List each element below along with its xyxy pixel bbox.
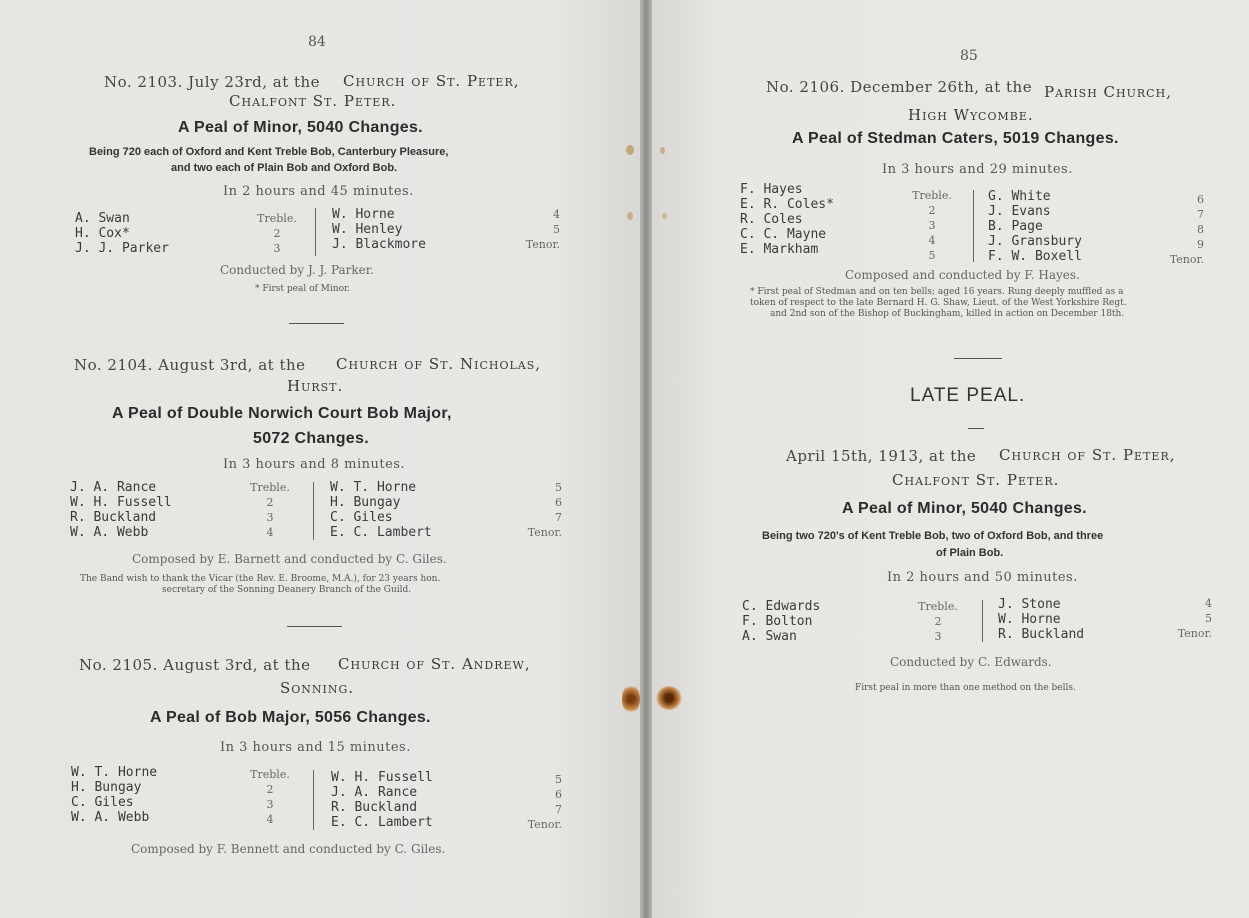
peal-title: A Peal of Double Norwich Court Bob Major,	[112, 405, 452, 422]
ringer-list: F. Hayes E. R. Coles* R. Coles C. C. Mayne E. Markham	[740, 182, 834, 257]
church-location: Sonning.	[280, 679, 355, 697]
heading-underline	[968, 428, 984, 429]
footnote: * First peal of Minor.	[255, 284, 351, 294]
page-number: 84	[308, 34, 326, 50]
church-location: Hurst.	[287, 377, 344, 395]
paper-stain	[627, 212, 633, 220]
column-divider	[982, 600, 983, 642]
paper-stain	[660, 147, 665, 154]
paper-stain	[656, 686, 682, 710]
right-page	[652, 0, 1249, 918]
peal-title: A Peal of Minor, 5040 Changes.	[178, 119, 423, 136]
section-divider	[287, 626, 342, 627]
paper-stain	[622, 684, 640, 714]
peal-duration: In 3 hours and 15 minutes.	[220, 740, 411, 755]
peal-title: 5072 Changes.	[253, 430, 369, 447]
church-name: Church of St. Peter,	[999, 446, 1176, 464]
church-location: High Wycombe.	[908, 106, 1034, 124]
ringer-list	[75, 211, 169, 256]
column-divider	[313, 770, 314, 830]
church-name: Church of St. Peter,	[343, 72, 520, 90]
church-location: Chalfont St. Peter.	[229, 92, 397, 110]
paper-stain	[626, 145, 634, 155]
peal-header: April 15th, 1913, at the	[786, 447, 977, 465]
section-divider	[289, 323, 344, 324]
peal-methods: and two each of Plain Bob and Oxford Bob.	[171, 162, 398, 174]
ringer-list: W. H. Fussell J. A. Rance R. Buckland E. C. Lambert	[331, 770, 433, 830]
peal-methods: of Plain Bob.	[936, 547, 1004, 559]
column-divider	[973, 190, 974, 262]
church-name: Church of St. Andrew,	[338, 655, 531, 673]
church-location: Chalfont St. Peter.	[892, 471, 1060, 489]
footnote: * First peal of Stedman and on ten bells; aged 16 years. Rung deeply muffled as a	[750, 287, 1124, 297]
conducted-by: Composed by E. Barnett and conducted by C. Giles.	[132, 552, 447, 566]
footnote: First peal in more than one method on the bells.	[855, 683, 1076, 693]
ringer-list: C. Edwards F. Bolton A. Swan	[742, 599, 821, 644]
footnote: The Band wish to thank the Vicar (the Rev. E. Broome, M.A.), for 23 years hon.	[80, 574, 441, 584]
church-name: Parish Church,	[1044, 83, 1172, 101]
peal-methods: Being two 720's of Kent Treble Bob, two of Oxford Bob, and three	[762, 530, 1104, 542]
conducted-by: Composed by F. Bennett and conducted by C. Giles.	[131, 842, 446, 856]
column-divider	[315, 208, 316, 256]
peal-methods: Being 720 each of Oxford and Kent Treble Bob, Canterbury Pleasure,	[89, 146, 449, 158]
peal-header: No. 2105. August 3rd, at the	[79, 656, 311, 674]
ringer: H. Cox*	[75, 226, 130, 241]
peal-title: A Peal of Minor, 5040 Changes.	[842, 500, 1087, 517]
ringer: A. Swan	[75, 211, 130, 226]
peal-duration: In 2 hours and 45 minutes.	[223, 184, 414, 199]
ringer-list: J. A. Rance W. H. Fussell R. Buckland W. A. Webb	[70, 480, 172, 540]
bell-list: 6 7 8 9 Tenor.	[1169, 193, 1204, 266]
bell-list: 5 6 7 Tenor.	[527, 481, 562, 539]
church-name: Church of St. Nicholas,	[336, 355, 542, 373]
section-divider	[954, 358, 1002, 359]
bell-list: Treble. 2 3	[257, 212, 297, 255]
ringer-list: W. T. Horne H. Bungay C. Giles W. A. Webb	[71, 765, 158, 825]
ringer-list: G. White J. Evans B. Page J. Gransbury F. W. Boxell	[988, 189, 1082, 264]
bell-list: Treble. 2 3	[918, 600, 958, 643]
peal-duration: In 3 hours and 8 minutes.	[223, 457, 406, 472]
peal-title: A Peal of Stedman Caters, 5019 Changes.	[792, 130, 1119, 147]
footnote: token of respect to the late Bernard H. G. Shaw, Lieut. of the West Yorkshire Regt.	[750, 298, 1127, 308]
bell-list: Treble. 2 3 4	[250, 768, 290, 826]
bell-list: 4 5 Tenor.	[525, 208, 560, 251]
peal-duration: In 3 hours and 29 minutes.	[882, 162, 1073, 177]
conducted-by: Conducted by C. Edwards.	[890, 655, 1052, 669]
bell-list: Treble. 2 3 4 5	[912, 189, 952, 262]
footnote: secretary of the Sonning Deanery Branch of the Guild.	[162, 585, 412, 595]
book-gutter	[640, 0, 652, 918]
conducted-by: Composed and conducted by F. Hayes.	[845, 268, 1080, 282]
peal-header: No. 2104. August 3rd, at the	[74, 356, 306, 374]
bell-list: 5 6 7 Tenor.	[527, 773, 562, 831]
bell-list: Treble. 2 3 4	[250, 481, 290, 539]
peal-duration: In 2 hours and 50 minutes.	[887, 570, 1078, 585]
ringer-list: J. Stone W. Horne R. Buckland	[998, 597, 1085, 642]
peal-header: No. 2103. July 23rd, at the	[104, 73, 321, 91]
conducted-by: Conducted by J. J. Parker.	[220, 263, 375, 277]
section-heading: LATE PEAL.	[910, 385, 1026, 406]
peal-title: A Peal of Bob Major, 5056 Changes.	[150, 709, 431, 726]
column-divider	[313, 482, 314, 540]
ringer: J. J. Parker	[75, 241, 169, 256]
ringer-list: W. T. Horne H. Bungay C. Giles E. C. Lambert	[330, 480, 432, 540]
peal-header: No. 2106. December 26th, at the	[766, 78, 1033, 96]
ringer-list: W. Horne W. Henley J. Blackmore	[332, 207, 426, 252]
page-number: 85	[960, 48, 978, 64]
footnote: and 2nd son of the Bishop of Buckingham, killed in action on December 18th.	[770, 309, 1125, 319]
bell-list: 4 5 Tenor.	[1177, 597, 1212, 640]
paper-stain	[662, 213, 667, 219]
